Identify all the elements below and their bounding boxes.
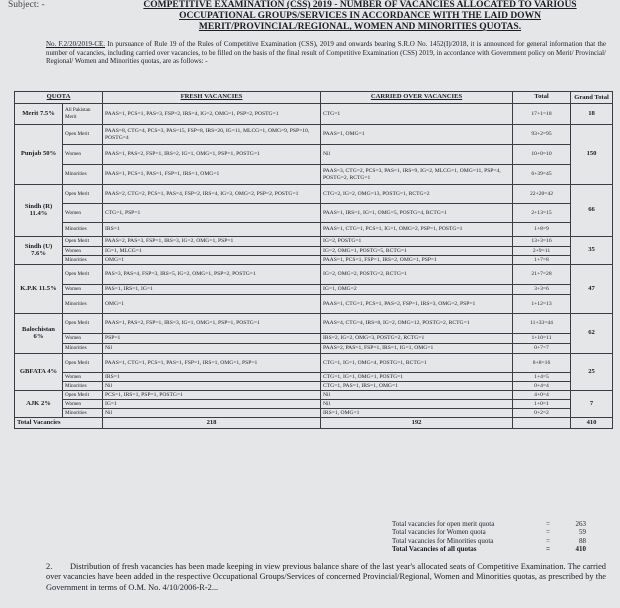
table-row: [15, 256, 613, 265]
table-row: [15, 165, 613, 185]
total-cell: 0+4=4: [513, 382, 571, 391]
intro-text: In pursuance of Rule 19 of the Rules of Competitive Examination (CSS), 2019 and onwards bearing S.R.O No. 1452(I)/2018, it is announced for general information that the number of vacancies, including carried over vacancies, to be filled on the basis of the final result of Competitive Examination (CSS) 2019, in accordance with Government policy on Merit/ Provincial/ Regional/ Women and Minorities quotas, are as follows: -: [46, 40, 606, 66]
total-cell: 93+2=95: [513, 125, 571, 145]
table-row: [15, 247, 613, 256]
quota-kpk: K.P.K 11.5%: [15, 265, 63, 314]
total-cell: 13+3=16: [513, 237, 571, 247]
category-cell: Open Merit: [63, 354, 103, 373]
grand-total-cell: 25: [571, 354, 613, 391]
table-row: [15, 391, 613, 400]
header-fresh: FRESH VACANCIES: [103, 92, 321, 104]
table-row: [15, 295, 613, 314]
carried-cell: PAAS=1, IRS=1, IG=1, OMG=5, POSTG=4, RCTG=1: [321, 204, 513, 223]
carried-cell: CTG=1, IG=1, OMG=1, POSTG=1: [321, 373, 513, 382]
carried-cell: PAAS=1, CTG=1, PCS=1, PAS=2, FSP=1, IRS=3, OMG=2, PSP=1: [321, 295, 513, 314]
grand-total-cell: 66: [571, 185, 613, 237]
fresh-cell: OMG=1: [103, 256, 321, 265]
total-cell: 22+20=42: [513, 185, 571, 204]
carried-cell: CTG=2, IG=2, OMG=13, POSTG=1, RCTG=2: [321, 185, 513, 204]
summary-row: Total vacancies for open merit quota = 263: [392, 520, 586, 528]
total-cell: 6+39=45: [513, 165, 571, 185]
total-blank: [513, 418, 571, 429]
total-cell: 11+33=44: [513, 314, 571, 334]
category-cell: Open Merit: [63, 391, 103, 400]
total-cell: 2+13=15: [513, 204, 571, 223]
header-quota: QUOTA: [15, 92, 103, 104]
category-cell: Minorities: [63, 165, 103, 185]
category-cell: Minorities: [63, 344, 103, 354]
total-cell: 4+0=4: [513, 391, 571, 400]
grand-total-cell: 62: [571, 314, 613, 354]
fresh-cell: IG=1, MLCG=1: [103, 247, 321, 256]
carried-cell: Nil: [321, 391, 513, 400]
fresh-cell: Nil: [103, 409, 321, 418]
summary-label: Total vacancies for Women quota: [392, 528, 486, 537]
category-cell: Open Merit: [63, 237, 103, 247]
quota-sindh-r: Sindh (R) 11.4%: [15, 185, 63, 237]
summary-row: Total vacancies for Minorities quota = 88: [392, 536, 586, 545]
total-cell: 1+10=11: [513, 334, 571, 344]
category-cell: Women: [63, 373, 103, 382]
summary-label: Total vacancies for Minorities quota: [392, 536, 494, 545]
category-cell: Open Merit: [63, 265, 103, 285]
fresh-cell: IRS=1: [103, 223, 321, 237]
fresh-cell: IG=1: [103, 400, 321, 409]
fresh-cell: PAS=1, IRS=1, IG=1: [103, 285, 321, 295]
total-cell: 1+7=8: [513, 256, 571, 265]
fresh-cell: PAAS=1, PCS=1, PAS=1, FSP=1, IRS=1, OMG=1: [103, 165, 321, 185]
summary-value: 88: [579, 536, 586, 545]
total-cell: 3+3=6: [513, 285, 571, 295]
fresh-cell: PAAS=1, PAS=2, FSP=1, IRS=2, IG=1, OMG=1, PSP=1, POSTG=1: [103, 145, 321, 165]
total-cell: 17+1=18: [513, 104, 571, 125]
total-cell: 1+8=9: [513, 223, 571, 237]
table-row: [15, 334, 613, 344]
fresh-cell: PAAS=1, PCS=1, PAS=3, FSP=2, IRS=4, IG=2, OMG=1, PSP=2, POSTG=1: [103, 104, 321, 125]
category-cell: Women: [63, 334, 103, 344]
summary-value: 263: [575, 520, 586, 528]
grand-total-cell: 150: [571, 125, 613, 185]
summary-block: [392, 520, 592, 554]
summary-label: Total Vacancies of all quotas: [392, 545, 477, 554]
table-row: [15, 344, 613, 354]
fresh-cell: PSP=1: [103, 334, 321, 344]
total-cell: 0+7=7: [513, 344, 571, 354]
quota-gbfata: GBFATA 4%: [15, 354, 63, 391]
table-row: [15, 382, 613, 391]
table-row: [15, 185, 613, 204]
table-row: [15, 314, 613, 334]
carried-cell: CTG=1, IG=1, OMG=4, POSTG=1, RCTG=1: [321, 354, 513, 373]
subject-line: [8, 0, 612, 33]
carried-cell: PAAS=4, CTG=4, IRS=8, IG=2, OMG=12, POSTG=2, RCTG=1: [321, 314, 513, 334]
category-cell: Minorities: [63, 223, 103, 237]
carried-cell: IG=2, POSTG=1: [321, 237, 513, 247]
table-row: [15, 400, 613, 409]
total-vacancies-label: Total Vacancies: [15, 418, 103, 429]
summary-row: Total vacancies for Women quota = 59: [392, 528, 586, 537]
category-cell: Open Merit: [63, 314, 103, 334]
total-cell: 1+4=5: [513, 373, 571, 382]
category-cell: Women: [63, 285, 103, 295]
total-cell: 2+9=11: [513, 247, 571, 256]
summary-value: 410: [575, 545, 586, 554]
carried-cell: IRS=2, IG=2, OMG=3, POSTG=2, RCTG=1: [321, 334, 513, 344]
paragraph-number: 2.: [46, 562, 53, 571]
fresh-cell: OMG=1: [103, 295, 321, 314]
subject-title: COMPETITIVE EXAMINATION (CSS) 2019 - NUMBER OF VACANCIES ALLOCATED TO VARIOUS OCCUPATIONAL GROUPS/SERVICES IN ACCORDANCE WITH THE LAID DOWN MERIT/PROVINCIAL/REGIONAL, WOMEN AND MINORITIES QUOTAS.: [143, 0, 577, 32]
carried-cell: IG=2, OMG=1, POSTG=5, RCTG=1: [321, 247, 513, 256]
grand-total-cell: 7: [571, 391, 613, 418]
carried-cell: IG=2, OMG=2, POSTG=2, RCTG=1: [321, 265, 513, 285]
fresh-cell: Nil: [103, 382, 321, 391]
category-cell: Minorities: [63, 256, 103, 265]
summary-row-total: Total Vacancies of all quotas = 410: [392, 545, 586, 554]
carried-cell: Nil: [321, 145, 513, 165]
header-total: Total: [513, 92, 571, 104]
quota-balochistan: Balochistan 6%: [15, 314, 63, 354]
grand-total-cell: 47: [571, 265, 613, 314]
fresh-cell: PAAS=2, PAS=3, FSP=1, IRS=3, IG=2, OMG=1, PSP=1: [103, 237, 321, 247]
carried-cell: IG=1, OMG=2: [321, 285, 513, 295]
carried-cell: Nil: [321, 400, 513, 409]
category-cell: Minorities: [63, 382, 103, 391]
table-row: [15, 354, 613, 373]
carried-cell: PAAS=1, CTG=1, PCS=1, IG=1, OMG=2, PSP=1, POSTG=1: [321, 223, 513, 237]
paragraph-two-text: Distribution of fresh vacancies has been made keeping in view previous balance share of the last year's allocated seats of Competitive Examination. The carried over vacancies have been added in the respective Occupational Groups/Services of concerned Provincial/Regional, Women and Minorities quotas, as prescribed by the Government in terms of O.M. No. 4/10/2006-R-2...: [46, 562, 606, 592]
table-row: [15, 223, 613, 237]
intro-paragraph: [46, 40, 606, 66]
fresh-cell: IRS=1: [103, 373, 321, 382]
table-row: [15, 145, 613, 165]
subject-label: Subject: -: [8, 0, 45, 10]
carried-cell: CTG=1: [321, 104, 513, 125]
reference-number: No. F.2/20/2019-CE.: [46, 40, 106, 48]
category-cell: Women: [63, 204, 103, 223]
quota-ajk: AJK 2%: [15, 391, 63, 418]
fresh-cell: PAAS=1, PAS=2, FSP=1, IRS=3, IG=1, OMG=1, PSP=1, POSTG=1: [103, 314, 321, 334]
total-cell: 1+0=1: [513, 400, 571, 409]
category-cell: Open Merit: [63, 125, 103, 145]
fresh-cell: PAAS=1, CTG=1, PCS=1, PAS=1, FSP=1, IRS=1, OMG=1, PSP=1: [103, 354, 321, 373]
table-row: [15, 373, 613, 382]
carried-cell: PAAS=1, PCS=1, FSP=1, IRS=2, OMG=1, PSP=1: [321, 256, 513, 265]
quota-punjab: Punjab 50%: [15, 125, 63, 185]
carried-cell: CTG=1, PAS=1, IRS=1, OMG=1: [321, 382, 513, 391]
grand-total-cell: 18: [571, 104, 613, 125]
fresh-cell: PAAS=8, CTG=4, PCS=3, PAS=15, FSP=8, IRS=20, IG=11, MLCG=1, OMG=9, PSP=10, POSTG=4: [103, 125, 321, 145]
quota-merit: Merit 7.5%: [15, 104, 63, 125]
table-row: [15, 285, 613, 295]
paragraph-two: [46, 562, 606, 593]
category-cell: All Pakistan Merit: [63, 104, 103, 125]
fresh-cell: Nil: [103, 344, 321, 354]
vacancies-table: [14, 91, 613, 429]
table-row: [15, 204, 613, 223]
category-cell: Minorities: [63, 295, 103, 314]
fresh-cell: PCS=1, IRS=1, PSP=1, POSTG=1: [103, 391, 321, 400]
quota-sindh-u: Sindh (U) 7.6%: [15, 237, 63, 265]
carried-cell: IRS=1, OMG=1: [321, 409, 513, 418]
total-carried: 192: [321, 418, 513, 429]
category-cell: Women: [63, 247, 103, 256]
category-cell: Women: [63, 400, 103, 409]
table-row: [15, 104, 613, 125]
total-cell: 0+2=2: [513, 409, 571, 418]
fresh-cell: CTG=1, PSP=1: [103, 204, 321, 223]
carried-cell: PAAS=1, OMG=1: [321, 125, 513, 145]
total-vacancies-row: [15, 418, 613, 429]
table-header-row: [15, 92, 613, 104]
total-grand: 410: [571, 418, 613, 429]
total-cell: 21+7=28: [513, 265, 571, 285]
table-row: [15, 265, 613, 285]
carried-cell: PAAS=3, CTG=2, PCS=3, PAS=1, IRS=9, IG=2, MLCG=1, OMG=11, PSP=4, POSTG=2, RCTG=1: [321, 165, 513, 185]
total-cell: 10+0=10: [513, 145, 571, 165]
grand-total-cell: 35: [571, 237, 613, 265]
category-cell: Women: [63, 145, 103, 165]
total-cell: 8+8=16: [513, 354, 571, 373]
table-row: [15, 125, 613, 145]
summary-label: Total vacancies for open merit quota: [392, 520, 495, 528]
total-cell: 1+12=13: [513, 295, 571, 314]
total-fresh: 218: [103, 418, 321, 429]
header-carried: CARRIED OVER VACANCIES: [321, 92, 513, 104]
header-grand-total: Grand Total: [571, 92, 613, 104]
carried-cell: PAAS=2, PAS=1, FSP=1, IRS=1, IG=1, OMG=1: [321, 344, 513, 354]
category-cell: Minorities: [63, 409, 103, 418]
summary-value: 59: [579, 528, 586, 537]
category-cell: Open Merit: [63, 185, 103, 204]
fresh-cell: PAS=3, PAS=4, FSP=3, IRS=5, IG=2, OMG=1, PSP=2, POSTG=1: [103, 265, 321, 285]
table-row: [15, 237, 613, 247]
table-row: [15, 409, 613, 418]
fresh-cell: PAAS=2, CTG=2, PCS=1, PAS=4, FSP=2, IRS=4, IG=3, OMG=2, PSP=2, POSTG=1: [103, 185, 321, 204]
